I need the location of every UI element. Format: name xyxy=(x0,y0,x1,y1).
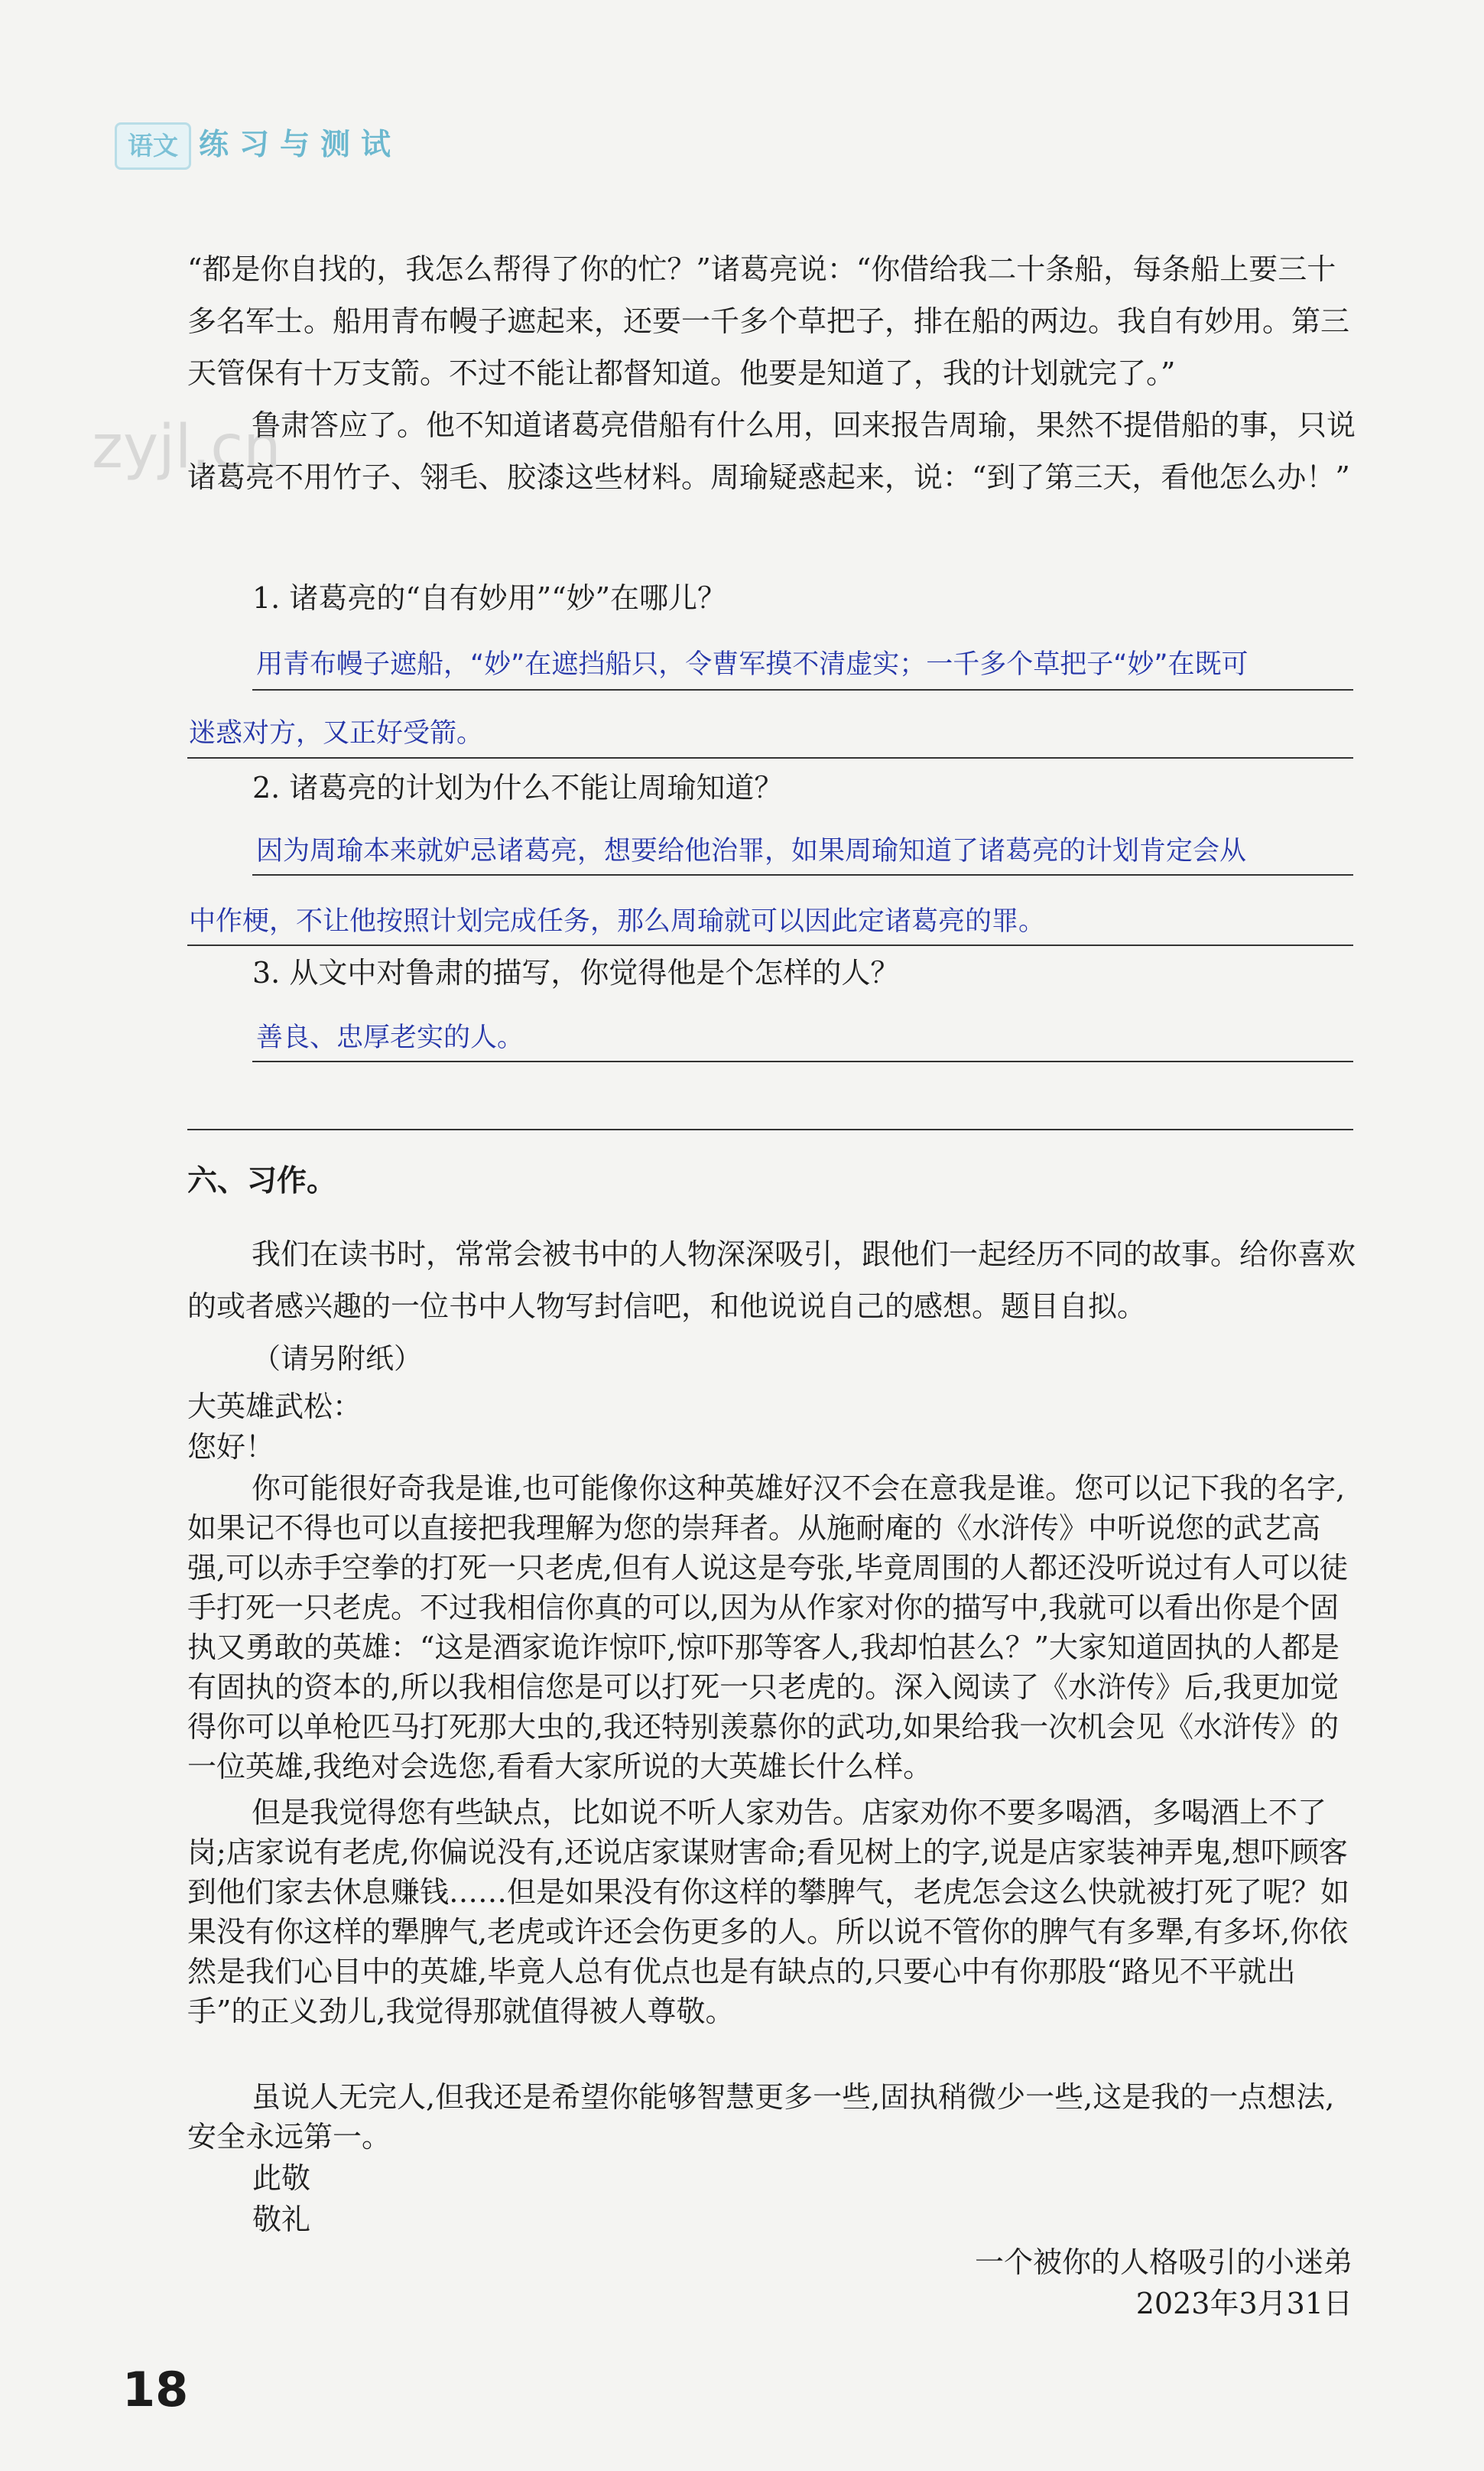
passage-paragraph-2: 鲁肃答应了。他不知道诸葛亮借船有什么用，回来报告周瑜，果然不提借船的事，只说诸葛亮不用竹子、翎毛、胶漆这些材料。周瑜疑惑起来，说：“到了第三天，看他怎么办！” xyxy=(187,408,1356,494)
answer-3-line-1: 善良、忠厚老实的人。 xyxy=(256,1023,524,1053)
writing-prompt: 我们在读书时，常常会被书中的人物深深吸引，跟他们一起经历不同的故事。给你喜欢的或者感兴趣的一位书中人物写封信吧，和他说说自己的感想。题目自拟。 xyxy=(187,1237,1356,1323)
letter-paragraph-3: 虽说人无完人,但我还是希望你能够智慧更多一些,固执稍微少一些,这是我的一点想法,安全永远第一。 xyxy=(187,2080,1335,2154)
watermark: zyjl.cn xyxy=(92,413,281,482)
letter-salutation: 大英雄武松： xyxy=(187,1390,362,1423)
section-title: 六、习作。 xyxy=(187,1164,337,1198)
writing-note: （请另附纸） xyxy=(252,1342,422,1375)
answer-underline xyxy=(187,945,1353,946)
passage-paragraph-1: “都是你自找的，我怎么帮得了你的忙？”诸葛亮说：“你借给我二十条船，每条船上要三十多名军士。船用青布幔子遮起来，还要一千多个草把子，排在船的两边。我自有妙用。第三天管保有十万支箭。不过不能让都督知道。他要是知道了，我的计划就完了。” xyxy=(187,252,1350,390)
question-1: 1. 诸葛亮的“自有妙用”“妙”在哪儿？ xyxy=(252,581,727,615)
answer-2-line-1: 因为周瑜本来就妒忌诸葛亮，想要给他治罪，如果周瑜知道了诸葛亮的计划肯定会从 xyxy=(256,836,1247,866)
answer-underline xyxy=(187,757,1353,759)
letter-greeting: 您好！ xyxy=(187,1430,275,1464)
page-header xyxy=(115,116,405,177)
letter-paragraph-2: 但是我觉得您有些缺点，比如说不听人家劝告。店家劝你不要多喝酒，多喝酒上不了岗;店家说有老虎,你偏说没有,还说店家谋财害命;看见树上的字,说是店家装神弄鬼,想吓顾客到他们家去休息赚钱……但是如果没有你这样的攀脾气，老虎怎会这么快就被打死了呢？如果没有你这样的犟脾气,老虎或许还会伤更多的人。所以说不管你的脾气有多犟,有多坏,你依然是我们心目中的英雄,毕竟人总有优点也是有缺点的,只要心中有你那股“路见不平就出手”的正义劲儿,我觉得那就值得被人尊敬。 xyxy=(187,1796,1350,2028)
letter-paragraph-1: 你可能很好奇我是谁,也可能像你这种英雄好汉不会在意我是谁。您可以记下我的名字,如果记不得也可以直接把我理解为您的崇拜者。从施耐庵的《水浒传》中听说您的武艺高强,可以赤手空拳的打死一只老虎,但有人说这是夸张,毕竟周围的人都还没听说过有人可以徒手打死一只老虎。不过我相信你真的可以,因为从作家对你的描写中,我就可以看出你是个固执又勇敢的英雄：“这是酒家诡诈惊吓,惊吓那等客人,我却怕甚么？”大家知道固执的人都是有固执的资本的,所以我相信您是可以打死一只老虎的。深入阅读了《水浒传》后,我更加觉得你可以单枪匹马打死那大虫的,我还特别羡慕你的武功,如果给我一次机会见《水浒传》的一位英雄,我绝对会选您,看看大家所说的大英雄长什么样。 xyxy=(187,1471,1349,1783)
answer-1-line-1: 用青布幔子遮船，“妙”在遮挡船只，令曹军摸不清虚实；一千多个草把子“妙”在既可 xyxy=(256,649,1249,680)
answer-underline xyxy=(187,1129,1353,1130)
question-2: 2. 诸葛亮的计划为什么不能让周瑜知道？ xyxy=(252,771,784,805)
answer-underline xyxy=(252,689,1353,691)
header-title: 练习与测试 xyxy=(199,128,402,162)
answer-underline xyxy=(252,1061,1353,1062)
subject-badge: 语文 xyxy=(115,122,191,170)
answer-underline xyxy=(252,874,1353,876)
question-3: 3. 从文中对鲁肃的描写，你觉得他是个怎样的人？ xyxy=(252,956,900,990)
letter-signature: 一个被你的人格吸引的小迷弟 xyxy=(974,2245,1352,2279)
letter-closing-2: 敬礼 xyxy=(252,2203,311,2236)
page-number: 18 xyxy=(122,2362,189,2417)
letter-date: 2023年3月31日 xyxy=(1135,2287,1352,2320)
letter-closing-1: 此敬 xyxy=(252,2161,311,2195)
answer-2-line-2: 中作梗，不让他按照计划完成任务，那么周瑜就可以因此定诸葛亮的罪。 xyxy=(189,906,1046,937)
answer-1-line-2: 迷惑对方，又正好受箭。 xyxy=(189,718,484,749)
